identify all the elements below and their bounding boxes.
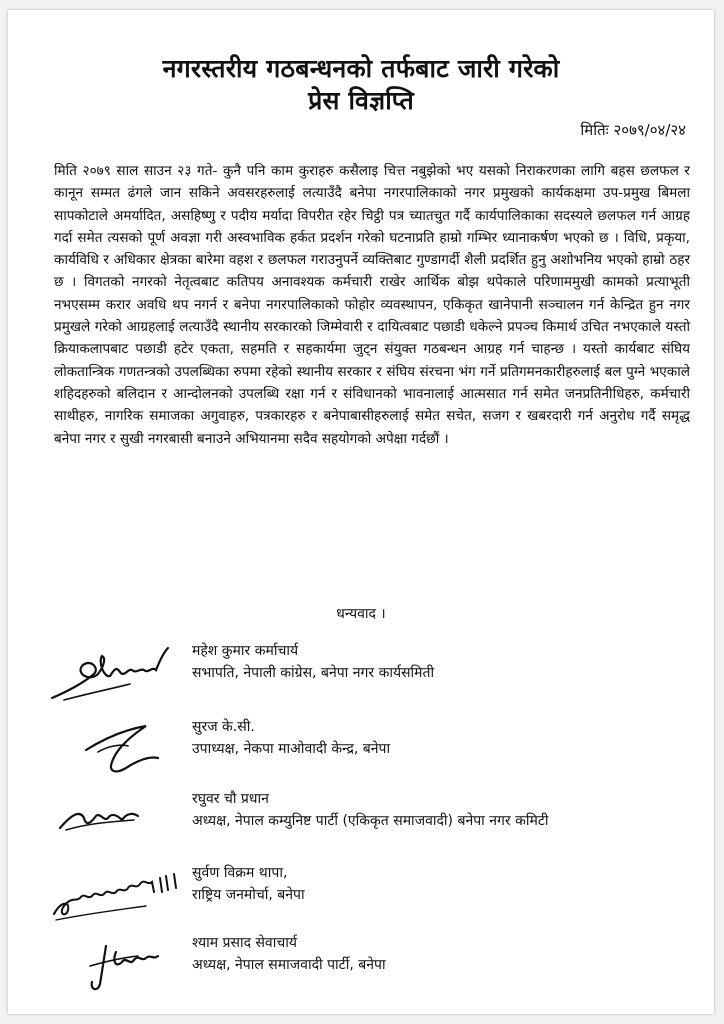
signatory-name: सुर्वण विक्रम थापा, xyxy=(192,865,288,881)
body-paragraph: मिति २०७९ साल साउन २३ गते- कुनै पनि काम कुराहरु कसैलाइ चित्त नबुझेको भए यसको निराकरणका लागि बहस छलफल र कानून सम्मत ढंगले जान सकिने अवसरहरुलाई लत्याउँदै बनेपा नगरपालिकाको नगर प्रमुखको कार्यकक्षमा उप-प्रमुख बिमला सापकोटाले अमर्यादित, असहिष्णु र पदीय मर्यादा विपरीत रहेर चिट्ठी पत्र च्यातचुत गर्दै कार्यपालिकाका सदस्यले छलफल गर्न आग्रह गर्दा समेत त्यसको पूर्ण अवज्ञा गरी अस्वभाविक हर्कत प्रदर्शन गरेको घटनाप्रति हाम्रो गम्भिर ध्यानाकर्षण भएको छ । विधि, प्रकृया, कार्यविधि र अधिकार क्षेत्रका बारेमा वहश र छलफल गराउनुपर्ने व्यक्तिबाट गुण्डागर्दी शैली प्रदर्शित हुनु अशोभनिय भएको हाम्रो ठहर छ । विगतको नगरको नेतृत्वबाट कतिपय अनावश्यक कर्मचारी राखेर आर्थिक बोझ थपेकाले परिणाममुखी कामको प्रत्याभूती नभएसम्म करार अवधि थप नगर्न र बनेपा नगरपालिकाको फोहोर व्यवस्थापन, एकिकृत खानेपानी सञ्चालन गर्न केन्द्रित हुन नगर प्रमुखले गरेको आग्रहलाई लत्याउँदै स्थानीय सरकारको जिम्मेवारी र दायित्वबाट पछाडी धकेल्ने प्रपञ्च किमार्थ उचित नभएकाले यस्तो क्रियाकलापबाट पछाडी हटेर एकता, सहमति र सहकार्यमा जुट्न संयुक्त गठबन्धन आग्रह गर्न चाहन्छ । यस्तो कार्यबाट संघिय लोकतान्त्रिक गणतन्त्रको उपलब्धिका रुपमा रहेको स्थानीय सरकार र संघिय संरचना भंग गर्ने प्रतिगमनकारीहरुलाई बल पुग्ने भएकाले शहिदहरुको बलिदान र आन्दोलनको उपलब्धि रक्षा गर्न र संविधानको भावनालाई आत्मसात गर्न समेत जनप्रतिनीधिहरु, कर्मचारी साथीहरु, नागरिक समाजका अगुवाहरु, पत्रकारहरु र बनेपाबासीहरुलाई समेत सचेत, सजग र खबरदारी गर्न अनुरोध गर्दै समृद्ध बनेपा नगर र सुखी नगरबासी बनाउने अभियानमा सदैव सहयोगको अपेक्षा गर्दछौं । xyxy=(54,163,690,447)
signatory-name: सुरज के.सी. xyxy=(192,719,255,735)
signatory-name: श्याम प्रसाद सेवाचार्य xyxy=(192,935,297,951)
handwritten-signature-1 xyxy=(46,640,186,710)
closing-thanks: धन्यवाद । xyxy=(336,606,386,622)
signatory-2 xyxy=(46,716,706,786)
signatory-role: अध्यक्ष, नेपाल समाजवादी पार्टी, बनेपा xyxy=(192,957,386,973)
press-release-page xyxy=(8,10,714,1014)
handwritten-signature-2 xyxy=(46,716,186,786)
signatory-role: सभापति, नेपाली कांग्रेस, बनेपा नगर कार्यसमिती xyxy=(192,665,435,681)
handwritten-signature-4 xyxy=(46,862,196,932)
signatory-1 xyxy=(46,640,706,710)
handwritten-signature-3 xyxy=(46,788,186,858)
signatory-4 xyxy=(46,862,706,932)
signatory-role: उपाध्यक्ष, नेकपा माओवादी केन्द्र, बनेपा xyxy=(192,741,391,757)
handwritten-signature-5 xyxy=(46,932,186,1002)
signatory-3 xyxy=(46,788,706,858)
signatory-name: महेश कुमार कर्माचार्य xyxy=(192,643,299,659)
document-title: नगरस्तरीय गठबन्धनको तर्फबाट जारी गरेको xyxy=(162,54,560,83)
signatory-role: राष्ट्रिय जनमोर्चा, बनेपा xyxy=(192,887,305,903)
signatory-5 xyxy=(46,932,706,1002)
signatory-name: रघुवर चौ प्रधान xyxy=(192,791,269,807)
document-date: मितिः २०७९/०४/२४ xyxy=(580,121,686,139)
signatory-role: अध्यक्ष, नेपाल कम्युनिष्ट पार्टी (एकिकृत समाजवादी) बनेपा नगर कमिटी xyxy=(192,813,549,829)
document-subtitle: प्रेस विज्ञप्ति xyxy=(308,86,414,115)
